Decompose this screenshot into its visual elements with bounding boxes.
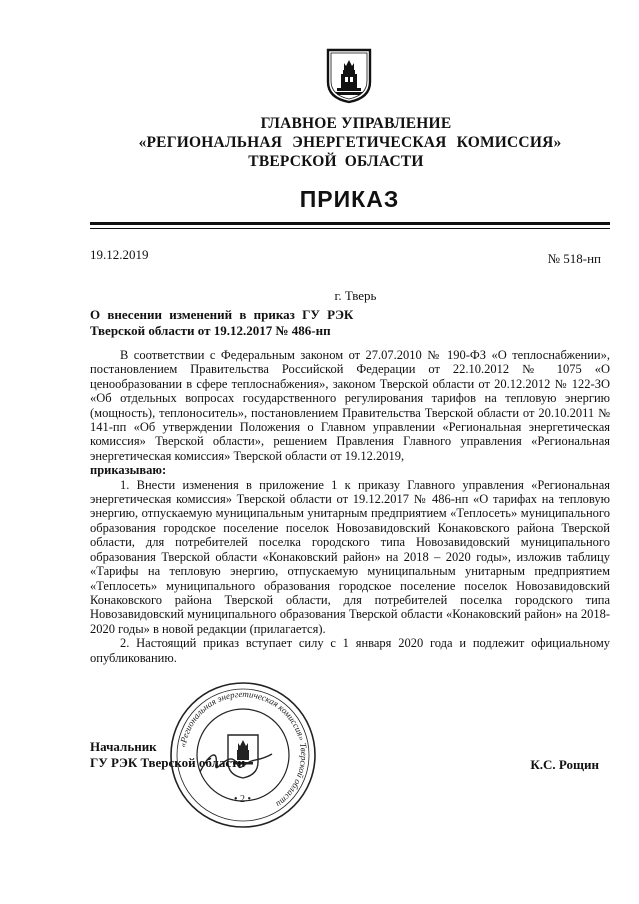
org-name-line2: «РЕГИОНАЛЬНАЯ ЭНЕРГЕТИЧЕСКАЯ КОМИССИЯ» xyxy=(138,134,562,151)
order-item-2: 2. Настоящий приказ вступает силу с 1 января 2020 года и подлежит официальному опубликованию. xyxy=(90,636,610,665)
tver-coat-of-arms-icon xyxy=(326,48,372,104)
signatory-name: К.С. Рощин xyxy=(530,757,599,772)
document-date: 19.12.2019 xyxy=(90,247,149,262)
document-title: ПРИКАЗ xyxy=(299,186,400,212)
seal-arc-text: «Региональная энергетическая комиссия» Тверской области xyxy=(177,688,310,810)
subject-line-2: Тверской области от 19.12.2017 № 486-нп xyxy=(90,323,331,338)
org-name-line3: ТВЕРСКОЙ ОБЛАСТИ xyxy=(248,153,424,170)
header-divider-thick xyxy=(90,222,610,225)
org-name-line1: ГЛАВНОЕ УПРАВЛЕНИЕ xyxy=(260,115,452,132)
subject-line-1: О внесении изменений в приказ ГУ РЭК xyxy=(90,307,354,322)
preamble-paragraph: В соответствии с Федеральным законом от 27.07.2010 № 190-ФЗ «О теплоснабжении», постановлением Правительства Российской Федерации от 22.10.2012 № 1075 «О ценообразовании в сфере теплоснабжения», законом Тверской области от 20.12.2012 № 122-ЗО «Об отдельных вопросах государственного регулирования тарифов на тепловую энергию (мощность), теплоноситель», постановлением Правительства Тверской области от 20.10.2011 № 141-пп «Об утверждении Положения о Главном управлении «Региональная энергетическая комиссия» Тверской области», решением Правления Главного управления «Региональная энергетическая комиссия» Тверской области от 19.12.2019, xyxy=(90,348,610,463)
document-body xyxy=(90,348,610,665)
document-subject xyxy=(90,307,390,339)
signatory-title-line1: Начальник xyxy=(90,739,157,754)
order-word: приказываю: xyxy=(90,463,167,478)
order-item-1: 1. Внести изменения в приложение 1 к приказу Главного управления «Региональная энергетическая комиссия» Тверской области от 19.12.2017 № 486-нп «О тарифах на тепловую энергию, отпускаемую муниципальным унитарным предприятием «Теплосеть» муниципального образования городское поселение поселок Новозавидовский Конаковского района Тверской области, для потребителей поселка городского типа Новозавидовский муниципального образования Тверской области «Конаковский район» на 2018 – 2020 годы», изложив таблицу «Тарифы на тепловую энергию, отпускаемую муниципальным унитарным предприятием «Теплосеть» муниципального образования городское поселение поселок Новозавидовский Конаковского района Тверской области, для потребителей поселка городского типа Новозавидовский муниципального образования Тверской области «Конаковский район» на 2018-2020 годы» в новой редакции (прилагается). xyxy=(90,477,610,636)
header-divider-thin xyxy=(90,228,610,229)
document-city: г. Тверь xyxy=(334,288,377,303)
document-number: № 518-нп xyxy=(547,251,601,266)
signatory-title-line2: ГУ РЭК Тверской области xyxy=(90,755,245,770)
handwritten-signature-icon xyxy=(196,742,276,782)
svg-text:• 2 •: • 2 • xyxy=(234,794,252,805)
